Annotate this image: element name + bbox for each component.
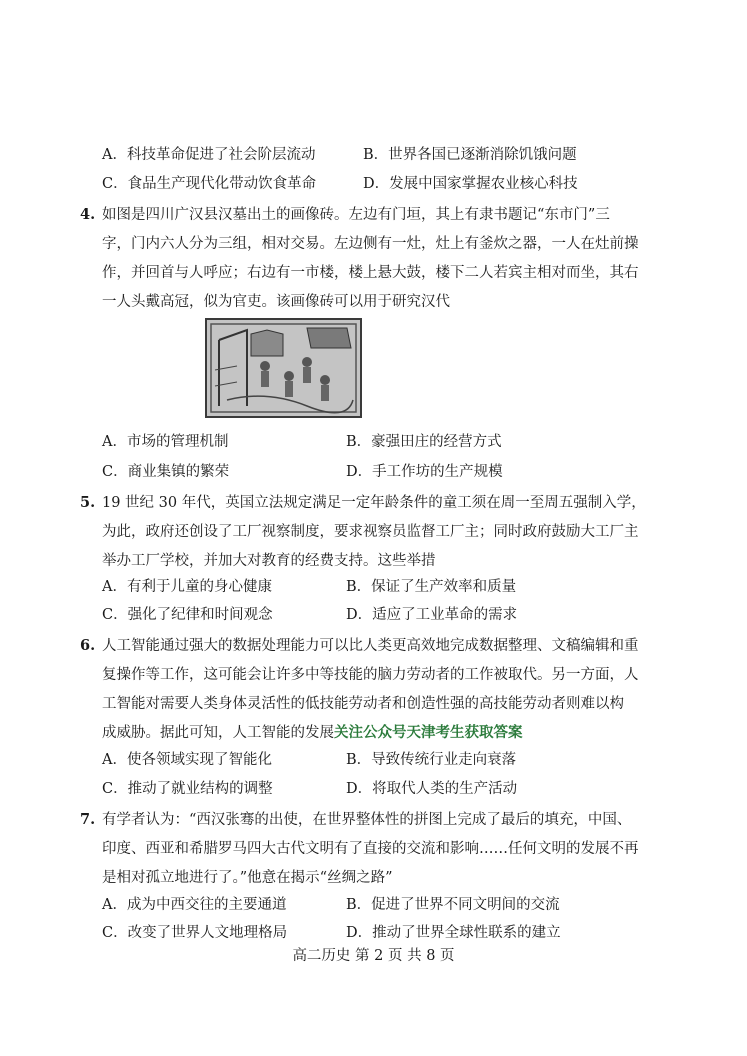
q7-stem-line: 有学者认为：“西汉张骞的出使，在世界整体性的拼图上完成了最后的填充，中国、 [102,812,632,828]
q3-option-c: C．食品生产现代化带动饮食革命 [102,176,317,192]
q5-stem-line: 为此，政府还创设了工厂视察制度，要求视察员监督工厂主；同时政府鼓励大工厂主 [102,524,639,540]
q6-number: 6. [80,637,96,654]
q6-stem-line: 人工智能通过强大的数据处理能力可以比人类更高效地完成数据整理、文稿编辑和重 [102,638,639,654]
q7-stem [102,810,639,897]
q4-option-c: C．商业集镇的繁荣 [102,464,230,480]
q7-option-a: A．成为中西交往的主要通道 [102,897,287,913]
q6-option-d: D．将取代人类的生产活动 [346,781,518,797]
watermark-text: 关注公众号天津考生获取答案 [334,724,523,741]
q5-stem [102,493,646,580]
han-brick-relief-image [205,318,362,418]
q7-number: 7. [80,811,96,828]
q4-option-b: B．豪强田庄的经营方式 [346,434,502,450]
q4-stem-line: 如图是四川广汉县汉墓出土的画像砖。左边有门垣，其上有隶书题记“东市门”三 [102,207,610,223]
q7-stem-line: 是相对孤立地进行了。”他意在揭示“丝绸之路” [102,870,393,886]
q4-number: 4. [80,206,96,223]
q6-stem-line [102,723,614,752]
q6-option-a: A．使各领域实现了智能化 [102,752,272,768]
page-footer: 高二历史 第 2 页 共 8 页 [292,948,455,964]
q4-stem [102,205,639,321]
q5-number: 5. [80,494,96,511]
q7-option-b: B．促进了世界不同文明间的交流 [346,897,560,913]
q3-option-b: B．世界各国已逐渐消除饥饿问题 [363,147,577,163]
q4-option-d: D．手工作坊的生产规模 [346,464,503,480]
q7-stem-line: 印度、西亚和希腊罗马四大古代文明有了直接的交流和影响……任何文明的发展不再 [102,841,639,857]
q5-stem-line: 举办工厂学校，并加大对教育的经费支持。这些举措 [102,553,436,569]
relief-drawing [207,320,360,416]
q3-option-d: D．发展中国家掌握农业核心科技 [363,176,578,192]
q6-option-b: B．导致传统行业走向衰落 [346,752,517,768]
q5-option-d: D．适应了工业革命的需求 [346,607,518,623]
q7-option-c: C．改变了世界人文地理格局 [102,925,288,941]
q5-option-a: A．有利于儿童的身心健康 [102,579,272,595]
q6-stem [102,636,639,752]
q5-stem-line: 19 世纪 30 年代，英国立法规定满足一定年龄条件的童工须在周一至周五强制入学， [102,495,646,511]
q6-stem-tail: 成威胁。据此可知，人工智能的发展 [102,725,334,741]
q7-option-d: D．推动了世界全球性联系的建立 [346,925,561,941]
q4-stem-line: 一人头戴高冠，似为官吏。该画像砖可以用于研究汉代 [102,294,450,310]
q4-stem-line: 字，门内六人分为三组，相对交易。左边侧有一灶，灶上有釜炊之器，一人在灶前操 [102,236,639,252]
q4-stem-line: 作，并回首与人呼应；右边有一市楼，楼上悬大鼓，楼下二人若宾主相对而坐，其右 [102,265,639,281]
q5-option-b: B．保证了生产效率和质量 [346,579,517,595]
q4-option-a: A．市场的管理机制 [102,434,229,450]
q6-stem-line: 工智能对需要人类身体灵活性的低技能劳动者和创造性强的高技能劳动者则难以构 [102,696,624,712]
q6-option-c: C．推动了就业结构的调整 [102,781,273,797]
q5-option-c: C．强化了纪律和时间观念 [102,607,273,623]
q3-option-a: A．科技革命促进了社会阶层流动 [102,147,316,163]
q6-stem-line: 复操作等工作，这可能会让许多中等技能的脑力劳动者的工作被取代。另一方面，人 [102,667,639,683]
